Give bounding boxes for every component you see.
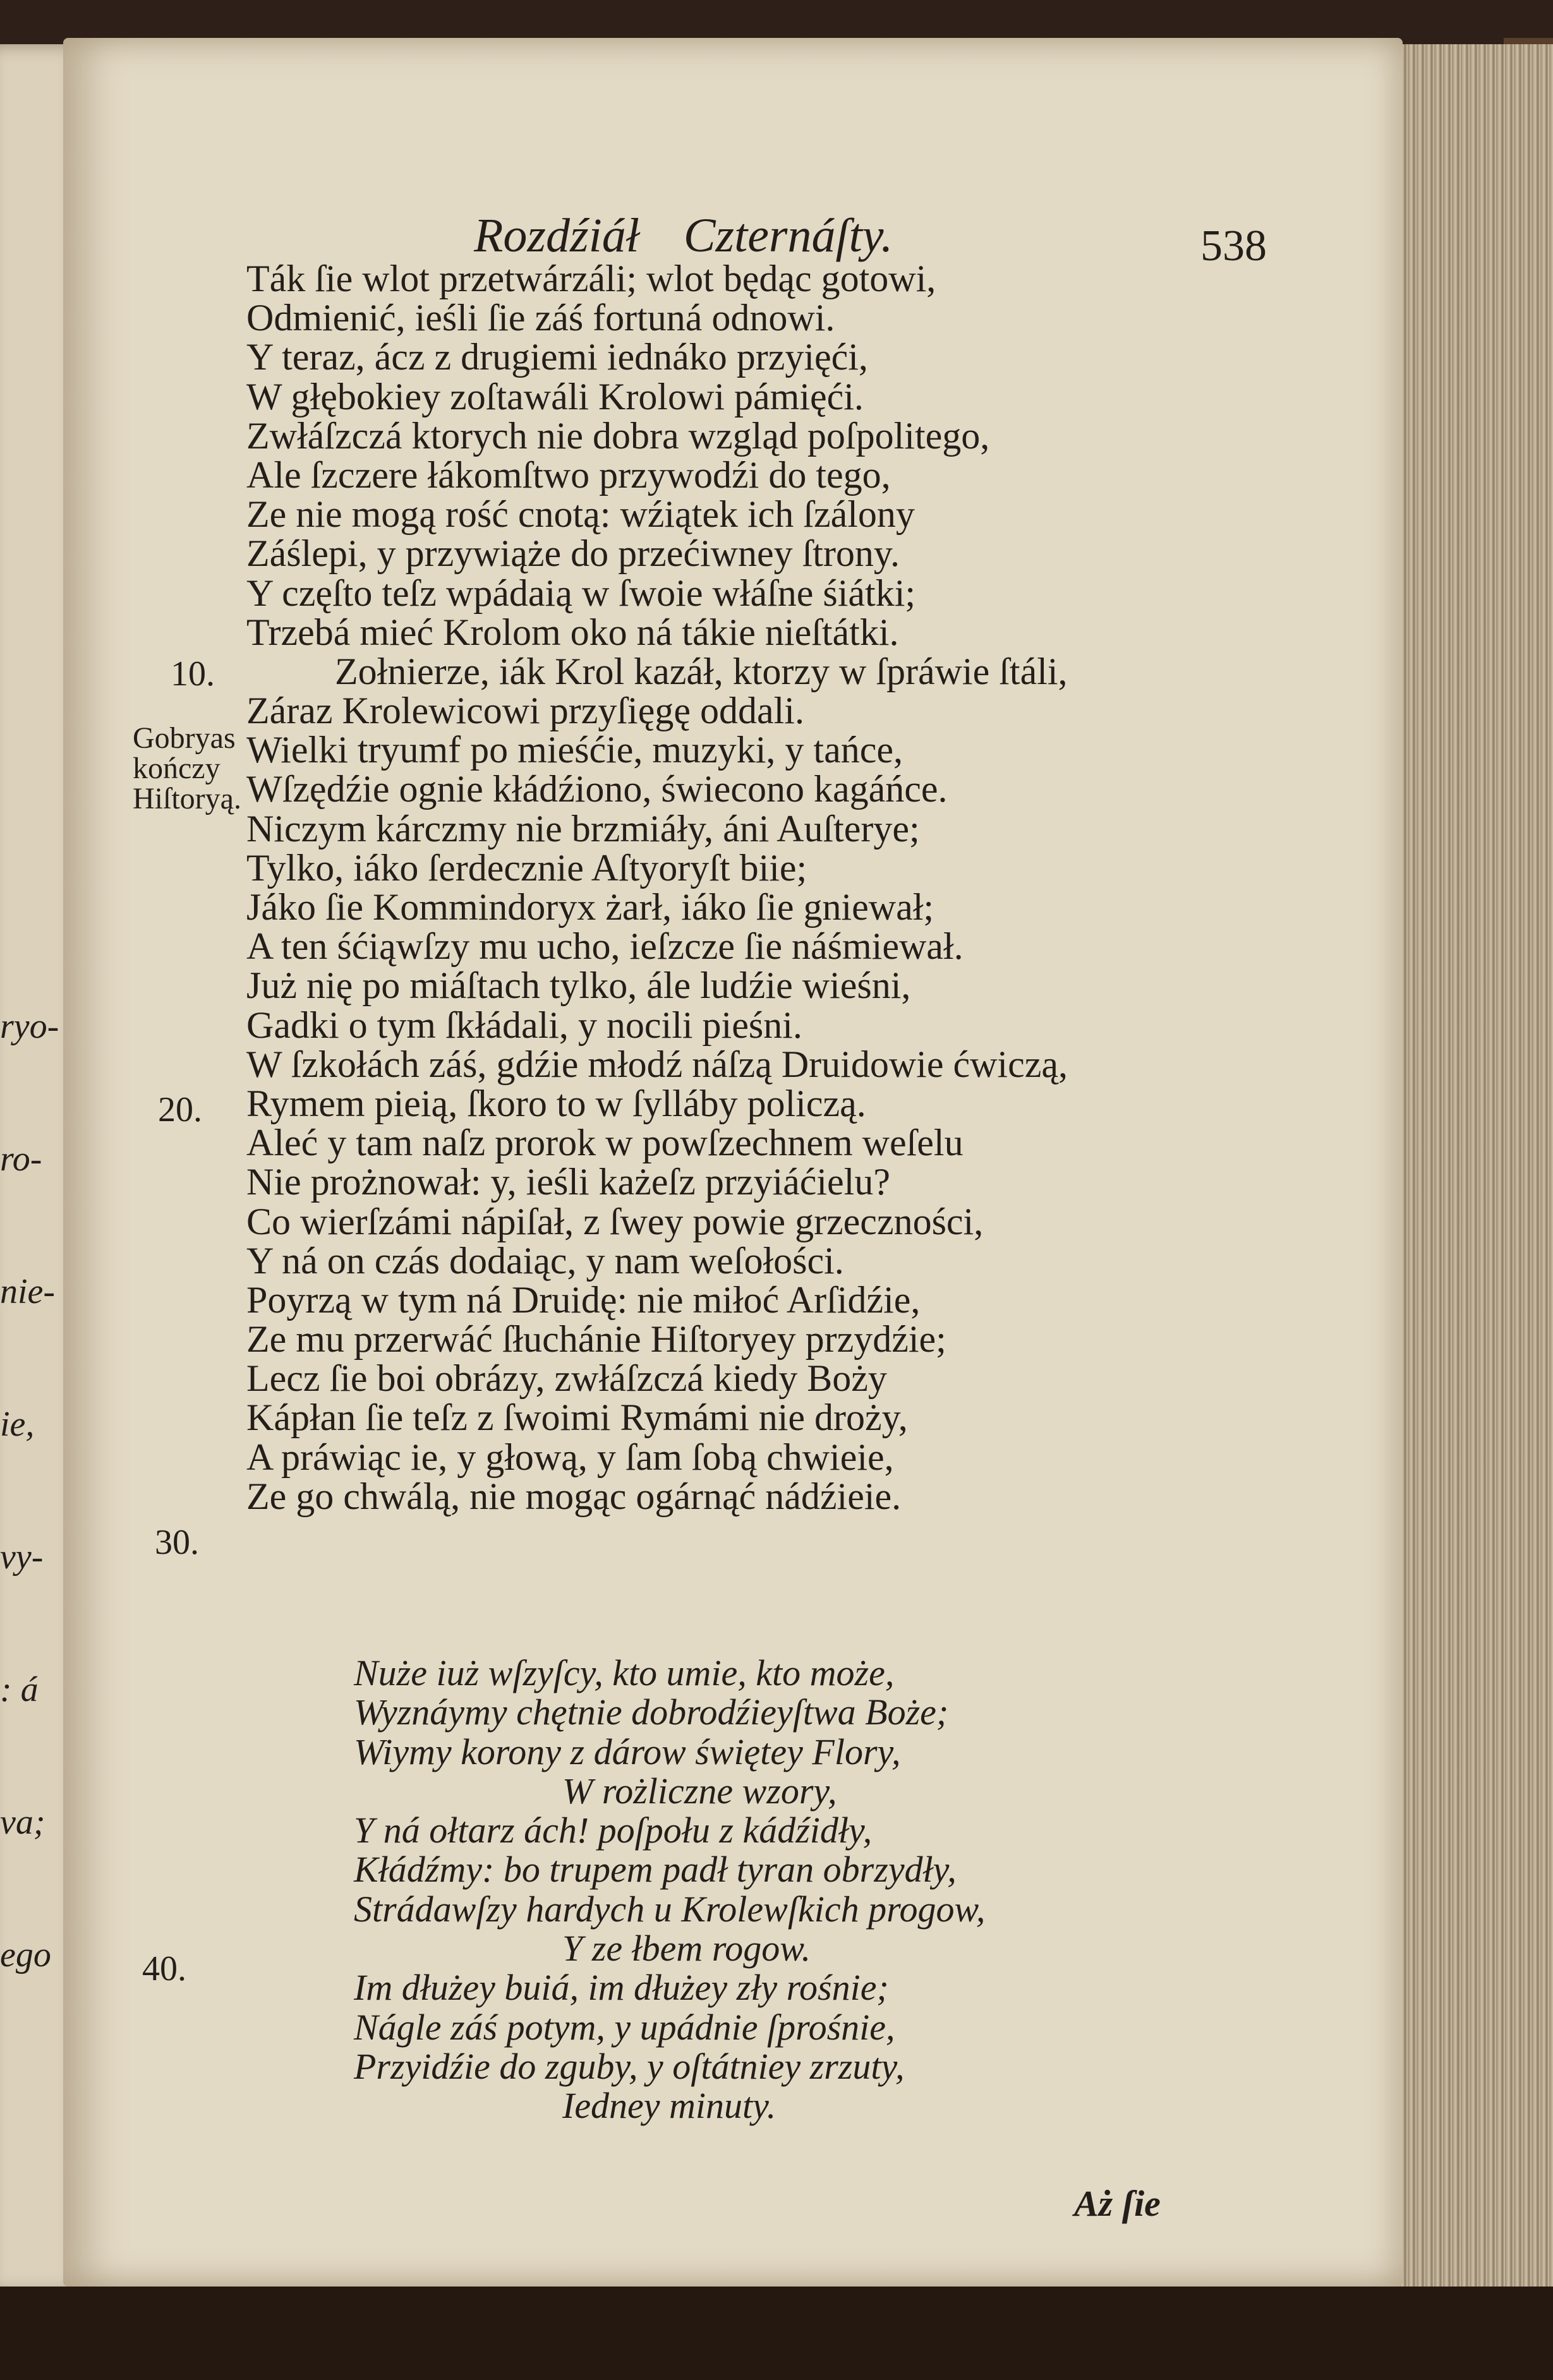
verse-line: Strádawſzy hardych u Krolewſkich progow, (354, 1888, 986, 1930)
verse-line: Nuże iuż wſzyſcy, kto umie, kto może, (354, 1652, 895, 1693)
text-line: Y ná on czás dodaiąc, y nam weſołości. (246, 1239, 844, 1282)
verse-line: Iedney minuty. (562, 2085, 776, 2127)
running-header (474, 208, 893, 263)
line-number: 10. (171, 654, 215, 694)
text-line: Tylko, iáko ſerdecznie Aſtyoryſt biie; (246, 846, 807, 889)
page-number: 538 (1200, 222, 1267, 270)
text-line: Y teraz, ácz z drugiemi iednáko przyięći, (246, 336, 868, 378)
text-line: Rymem pieią, ſkoro to w ſylláby policzą. (246, 1082, 866, 1124)
verse-line: Przyidźie do zguby, y oſtátniey zrzuty, (354, 2045, 905, 2087)
left-fragment: va; (0, 1803, 45, 1842)
text-line: Ze nie mogą rość cnotą: wźiątek ich ſzálony (246, 493, 915, 536)
background-bottom (0, 2287, 1553, 2380)
left-fragment: nie- (0, 1272, 56, 1311)
text-line: Gadki o tym ſkłádali, y nocili pieśni. (246, 1004, 802, 1046)
line-number: 40. (142, 1949, 186, 1988)
text-line: Zołnierze, iák Krol kazáł, ktorzy w ſpráwie ſtáli, (335, 650, 1068, 692)
left-fragment: ro- (0, 1139, 42, 1179)
verse-line: W rożliczne wzory, (562, 1770, 837, 1812)
text-line: Lecz ſie boi obrázy, zwłáſzczá kiedy Boży (246, 1357, 887, 1400)
text-line: Niczym kárczmy nie brzmiáły, áni Auſterye; (246, 807, 920, 850)
verse-line: Y ná ołtarz ách! poſpołu z kádźidły, (354, 1810, 873, 1851)
text-line: Ze go chwálą, nie mogąc ogárnąć nádźieie. (246, 1475, 902, 1517)
text-line: Co wierſzámi nápiſał, z ſwey powie grzeczności, (246, 1200, 984, 1242)
text-line: Záraz Krolewicowi przyſięgę oddali. (246, 690, 804, 732)
text-line: Ze mu przerwáć ſłuchánie Hiſtoryey przydźie; (246, 1318, 946, 1361)
text-line: Już nię po miáſtach tylko, ále ludźie wieśni, (246, 965, 911, 1007)
left-fragment: ie, (0, 1405, 35, 1444)
left-fragment: : á (0, 1670, 39, 1709)
text-line: Trzebá mieć Krolom oko ná tákie nieſtátki. (246, 611, 899, 653)
text-line: W głębokiey zoſtawáli Krolowi pámięći. (246, 375, 864, 418)
verse-line: Wiymy korony z dárow świętey Flory, (354, 1731, 901, 1772)
text-line: Ták ſie wlot przetwárzáli; wlot będąc gotowi, (246, 258, 936, 299)
text-line: Aleć y tam naſz prorok w powſzechnem weſelu (246, 1122, 964, 1164)
verse-line: Wyznáymy chętnie dobrodźieyſtwa Boże; (354, 1692, 949, 1733)
text-line: W ſzkołách záś, gdźie młodź náſzą Druidowie ćwiczą, (246, 1043, 1068, 1085)
margin-note (133, 723, 241, 814)
text-line: Zwłáſzczá ktorych nie dobra wzgląd poſpolitego, (246, 414, 990, 457)
verse-line: Nágle záś potym, y upádnie ſprośnie, (354, 2006, 895, 2048)
text-line: Jáko ſie Kommindoryx żarł, iáko ſie gniewał; (246, 886, 934, 928)
text-line: Poyrzą w tym ná Druidę: nie miłoć Arſidźie, (246, 1278, 921, 1321)
line-number: 30. (155, 1523, 199, 1562)
text-line: Kápłan ſie teſz z ſwoimi Rymámi nie droży, (246, 1397, 908, 1439)
line-number: 20. (158, 1090, 202, 1129)
catchword: Aż ſie (1074, 2183, 1161, 2224)
text-line: Nie prożnował: y, ieśli każeſz przyiáćielu? (246, 1161, 890, 1203)
text-line: A práwiąc ie, y głową, y ſam ſobą chwieie, (246, 1436, 894, 1478)
left-fragment: ego (0, 1935, 51, 1974)
body-text (246, 259, 1257, 1516)
text-line: Wielki tryumf po mieśćie, muzyki, y tańce, (246, 729, 903, 771)
page-stack-edges (1390, 44, 1553, 2293)
text-line: Záślepi, y przywiąże do przećiwney ſtrony. (246, 532, 900, 575)
italic-verse (354, 1654, 1238, 2126)
text-line: Wſzędźie ognie kłádźiono, świecono kagáńce. (246, 768, 948, 810)
left-fragment: vy- (0, 1537, 44, 1577)
verse-line: Y ze łbem rogow. (562, 1928, 811, 1969)
margin-note-line: Hiſtoryą. (133, 782, 241, 815)
text-line: Ale ſzczere łákomſtwo przywodźi do tego, (246, 454, 891, 496)
text-line: Odmienić, ieśli ſie záś fortuná odnowi. (246, 297, 835, 339)
margin-note-line: Gobryas (133, 721, 236, 755)
text-line: A ten śćiąwſzy mu ucho, ieſzcze ſie náśmiewał. (246, 925, 964, 968)
margin-note-line: kończy (133, 752, 221, 785)
text-line: Y częſto teſz wpádaią w ſwoie włáſne śiátki; (246, 572, 916, 614)
header-title-part2: Czternáſty. (683, 209, 893, 262)
verse-line: Kłádźmy: bo trupem padł tyran obrzydły, (354, 1849, 957, 1890)
left-fragment: ryo- (0, 1007, 59, 1046)
header-title-part1: Rozdźiáł (474, 209, 639, 262)
verse-line: Im dłużey buiá, im dłużey zły rośnie; (354, 1967, 889, 2009)
